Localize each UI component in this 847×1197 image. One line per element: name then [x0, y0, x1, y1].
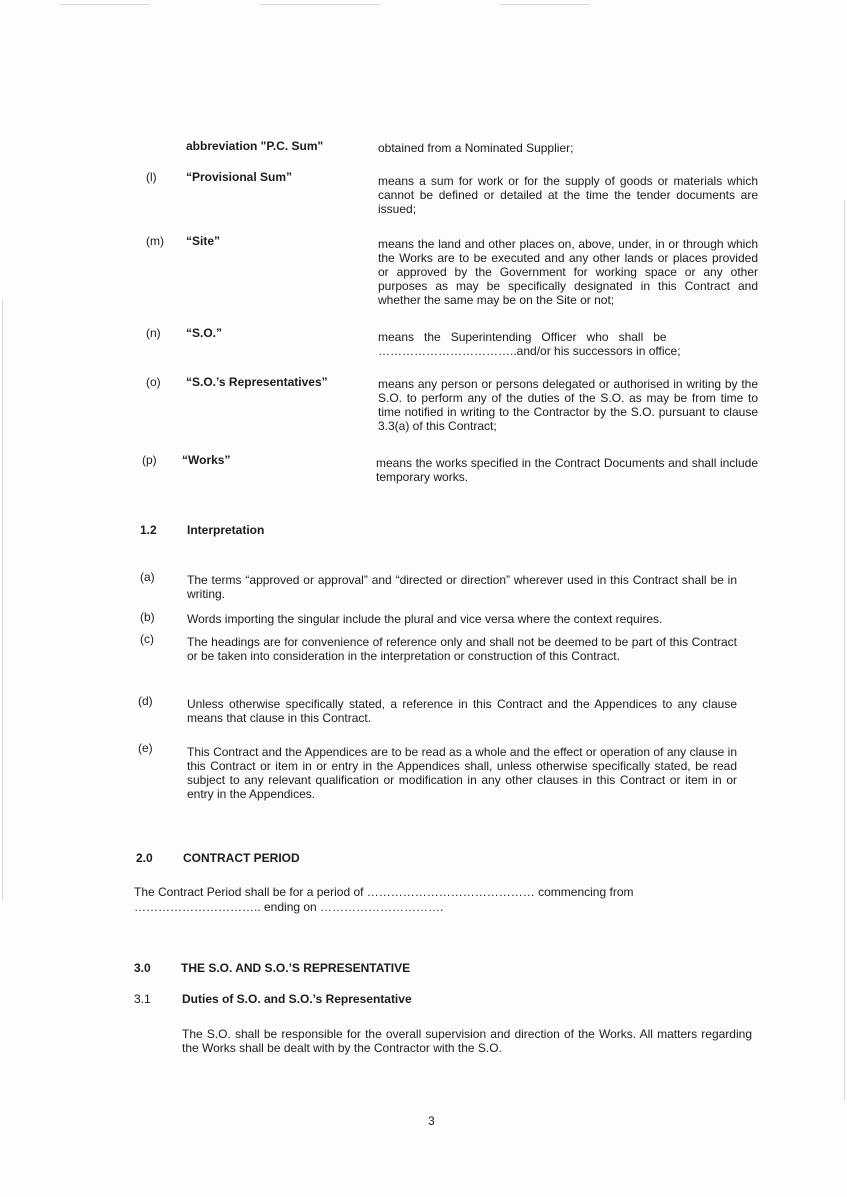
- scan-mark: [844, 200, 845, 1100]
- interpretation-text: Unless otherwise specifically stated, a reference in this Contract and the Appendices to any clause means that clause in this Contract.: [187, 697, 737, 725]
- definition-meaning: means the works specified in the Contract Documents and shall include temporary works.: [376, 456, 758, 484]
- definition-term: “S.O.’s Representatives”: [186, 375, 328, 389]
- definition-term: “S.O.”: [186, 326, 223, 340]
- definition-label: (n): [146, 326, 161, 340]
- section-title: Interpretation: [187, 523, 265, 537]
- contract-period-line2: ………………………….. ending on ………………………….: [134, 900, 444, 914]
- interpretation-text: Words importing the singular include the plural and vice versa where the context requires.: [187, 612, 663, 626]
- definition-label: (l): [146, 170, 157, 184]
- definition-meaning: obtained from a Nominated Supplier;: [378, 141, 574, 155]
- interpretation-label: (c): [140, 632, 154, 646]
- definition-meaning: means a sum for work or for the supply of goods or materials which cannot be defined or detailed at the time the tender documents are issued;: [378, 174, 758, 216]
- scan-mark: [2, 300, 3, 900]
- definition-label: (o): [146, 375, 161, 389]
- definition-meaning: means any person or persons delegated or authorised in writing by the S.O. to perform any of the duties of the S.O. as may be from time to time notified in writing to the Contractor by the S.O. pursuant to clause 3.3(a) of this Contract;: [378, 377, 758, 433]
- interpretation-label: (d): [138, 694, 153, 708]
- interpretation-text: This Contract and the Appendices are to be read as a whole and the effect or operation of any clause in this Contract or item in or entry in the Appendices shall, unless otherwise specifically stated, be read subject to any relevant qualification or modification in any other clauses in this Contract or item in or entry in the Appendices.: [187, 745, 737, 801]
- section-number: 3.1: [134, 992, 151, 1006]
- definition-meaning-line1: means the Superintending Officer who shall be: [378, 330, 667, 344]
- definition-label: (p): [142, 453, 157, 467]
- section-number: 2.0: [136, 851, 153, 865]
- definition-label: (m): [146, 234, 164, 248]
- definition-term: “Works”: [182, 453, 231, 467]
- section-title: THE S.O. AND S.O.’S REPRESENTATIVE: [181, 961, 411, 975]
- section-body: The S.O. shall be responsible for the overall supervision and direction of the Works. All matters regarding the Works shall be dealt with by the Contractor with the S.O.: [182, 1027, 752, 1055]
- definition-meaning-line2: ……………………………..and/or his successors in office;: [378, 344, 681, 358]
- page-number: 3: [428, 1114, 435, 1128]
- definition-term: “Provisional Sum”: [186, 170, 293, 184]
- section-title: CONTRACT PERIOD: [183, 851, 300, 865]
- section-title: Duties of S.O. and S.O.’s Representative: [182, 992, 412, 1006]
- interpretation-text: The headings are for convenience of reference only and shall not be deemed to be part of this Contract or be taken into consideration in the interpretation or construction of this Contract.: [187, 635, 737, 663]
- interpretation-text: The terms “approved or approval” and “directed or direction” wherever used in this Contract shall be in writing.: [187, 573, 737, 601]
- definition-term: “Site”: [186, 234, 221, 248]
- contract-period-line1: The Contract Period shall be for a period of …………………………………… commencing from: [134, 885, 634, 899]
- section-number: 3.0: [134, 961, 151, 975]
- definition-meaning: means the land and other places on, above, under, in or through which the Works are to be executed and any other lands or places provided or approved by the Government for working space or any other purposes as may be specifically designated in this Contract and whether the same may be on the Site or not;: [378, 237, 758, 307]
- scan-mark: [60, 4, 150, 5]
- definition-term: abbreviation "P.C. Sum": [186, 139, 324, 153]
- interpretation-label: (e): [138, 741, 153, 755]
- scan-mark: [500, 4, 590, 5]
- scan-mark: [260, 4, 380, 5]
- interpretation-label: (a): [140, 570, 155, 584]
- section-number: 1.2: [140, 523, 157, 537]
- interpretation-label: (b): [140, 610, 155, 624]
